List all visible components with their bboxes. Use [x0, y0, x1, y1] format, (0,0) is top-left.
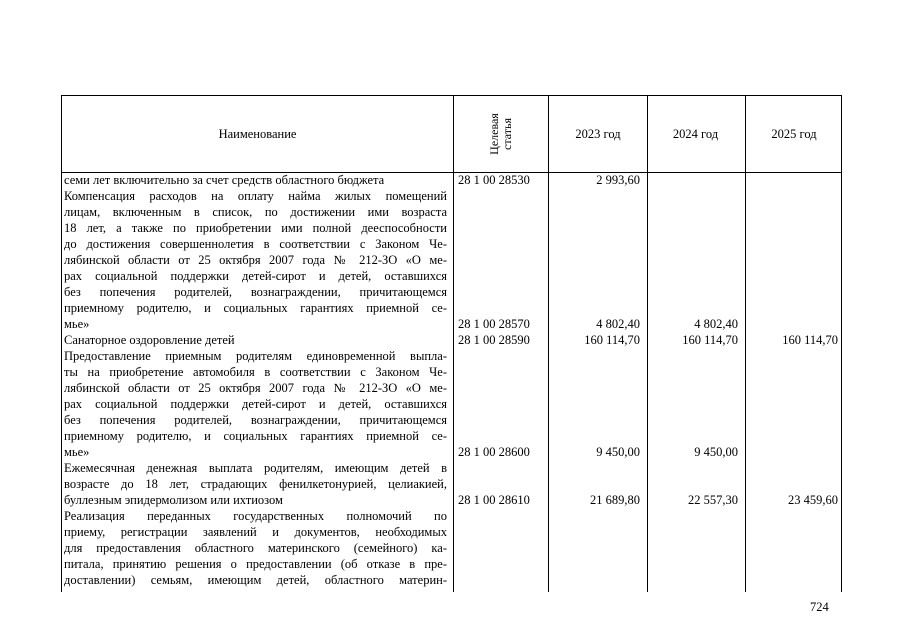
- header-2025: [746, 96, 842, 172]
- value-2024-cell: 9 450,00: [694, 445, 738, 459]
- name-line: семи лет включительно за счет средств областного бюджета: [64, 173, 385, 187]
- header-code-text: [488, 113, 514, 155]
- value-2024-cell: 160 114,70: [682, 333, 738, 347]
- value-2023-cell: 4 802,40: [596, 317, 640, 331]
- code-cell: 28 1 00 28590: [458, 333, 530, 347]
- header-2024-text: 2024 год: [672, 126, 719, 141]
- header-2025-text: 2025 год: [771, 126, 817, 141]
- name-line: возрасте до 18 лет, страдающих фенилкетонурией, целиакией,: [64, 477, 447, 491]
- header-code-line2: статья: [499, 118, 514, 150]
- value-2023-cell: 160 114,70: [584, 333, 640, 347]
- name-line: приему, регистрации заявлений и документов, необходимых: [64, 525, 447, 539]
- name-line: для предоставления областного материнского (семейного) ка-: [64, 541, 447, 555]
- header-code: [454, 96, 548, 172]
- name-line: без попечения родителей, вознаграждении, причитающемся: [64, 285, 447, 299]
- header-code-line1: Целевая: [486, 113, 501, 155]
- budget-table: [61, 95, 842, 592]
- name-line: мье»: [64, 317, 90, 331]
- code-cell: 28 1 00 28600: [458, 445, 530, 459]
- header-2024: [646, 96, 745, 172]
- header-2023-text: 2023 год: [575, 126, 621, 141]
- value-2025-cell: 160 114,70: [782, 333, 838, 347]
- name-line: доставлении) семьям, имеющим детей, областного материн-: [64, 573, 447, 587]
- name-line: 18 лет, а также по приобретении ими полной дееспособности: [64, 221, 447, 235]
- value-2024-cell: 22 557,30: [688, 493, 738, 507]
- page-number: 724: [810, 600, 829, 614]
- header-name-text: Наименование: [218, 126, 297, 141]
- name-line: приемному родителю, и социальных гарантиях приемной се-: [64, 301, 447, 315]
- name-line: без попечения родителей, вознаграждении, причитающемся: [64, 413, 447, 427]
- name-line: Реализация переданных государственных полномочий по: [64, 509, 447, 523]
- code-cell: 28 1 00 28530: [458, 173, 530, 187]
- value-2023-cell: 21 689,80: [590, 493, 640, 507]
- name-line: рах социальной поддержки детей-сирот и детей, оставшихся: [64, 269, 447, 283]
- name-line: лябинской области от 25 октября 2007 года № 212-ЗО «О ме-: [64, 381, 447, 395]
- name-line: лицам, включенным в список, по достижении ими возраста: [64, 205, 447, 219]
- name-line: ты на приобретение автомобиля в соответствии с Законом Че-: [64, 365, 447, 379]
- name-line: буллезным эпидермолизом или ихтиозом: [64, 493, 283, 507]
- name-line: до достижения совершеннолетия в соответствии с Законом Че-: [64, 237, 447, 251]
- header-2023: [549, 96, 647, 172]
- value-2025-cell: 23 459,60: [788, 493, 838, 507]
- name-line: Компенсация расходов на оплату найма жилых помещений: [64, 189, 447, 203]
- name-line: лябинской области от 25 октября 2007 года № 212-ЗО «О ме-: [64, 253, 447, 267]
- value-2023-cell: 9 450,00: [596, 445, 640, 459]
- header-name: [62, 96, 453, 172]
- name-line: Предоставление приемным родителям единовременной выпла-: [64, 349, 447, 363]
- value-2023-cell: 2 993,60: [596, 173, 640, 187]
- code-cell: 28 1 00 28570: [458, 317, 530, 331]
- name-line: рах социальной поддержки детей-сирот и детей, оставшихся: [64, 397, 447, 411]
- code-cell: 28 1 00 28610: [458, 493, 530, 507]
- name-line: приемному родителю, и социальных гарантиях приемной се-: [64, 429, 447, 443]
- name-line: Ежемесячная денежная выплата родителям, имеющим детей в: [64, 461, 447, 475]
- name-line: питала, принятию решения о предоставлении (об отказе в пре-: [64, 557, 447, 571]
- value-2024-cell: 4 802,40: [694, 317, 738, 331]
- name-line: мье»: [64, 445, 90, 459]
- name-line: Санаторное оздоровление детей: [64, 333, 235, 347]
